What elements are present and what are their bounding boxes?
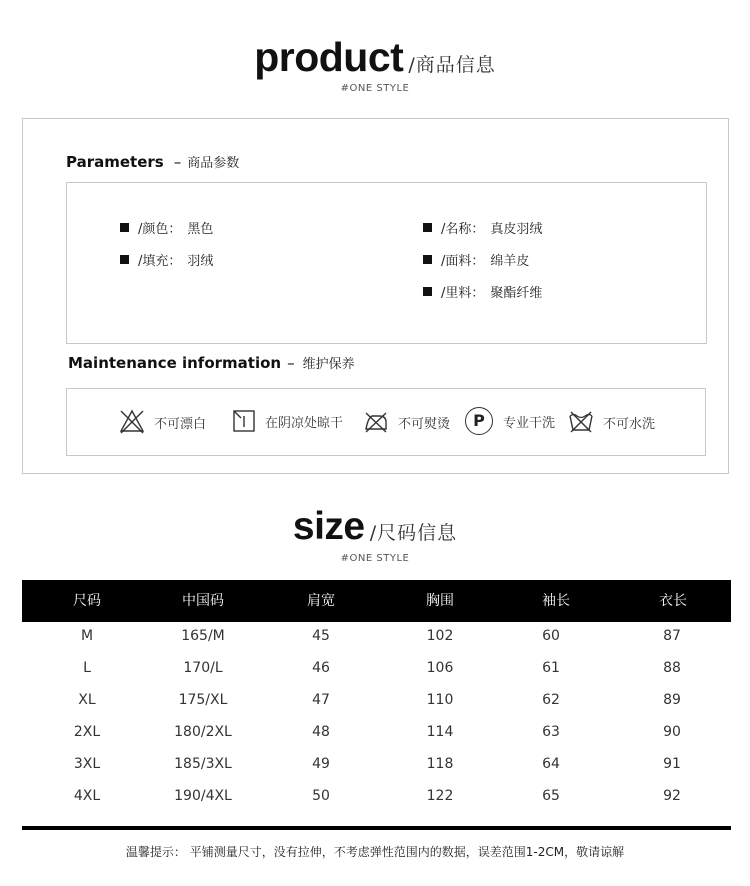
no-wash-icon: [567, 408, 595, 436]
param-label: /颜色：: [138, 222, 182, 237]
param-value: 聚酯纤维: [490, 286, 543, 301]
column-header-china-size: 中国码: [182, 593, 224, 609]
product-section-header: [0, 34, 750, 81]
maintenance-title-cn: 维护保养: [302, 357, 355, 372]
product-title: product: [254, 34, 404, 80]
param-label: /名称：: [441, 222, 485, 237]
care-item-no-iron: [362, 408, 450, 436]
size-title: size: [292, 505, 365, 548]
no-iron-icon: [362, 408, 390, 436]
table-cell: 60: [542, 628, 560, 644]
table-cell: 170/L: [183, 660, 223, 676]
care-label: 专业干洗: [503, 415, 556, 431]
table-cell: 106: [426, 660, 454, 676]
table-cell: 89: [663, 692, 681, 708]
table-cell: 63: [542, 724, 560, 740]
table-cell: M: [80, 628, 94, 644]
care-label: 在阴凉处晾干: [265, 415, 344, 431]
product-tagline: #ONE STYLE: [340, 83, 410, 94]
table-cell: 46: [312, 660, 330, 676]
param-value: 羽绒: [187, 254, 214, 269]
table-cell: 122: [426, 788, 454, 804]
table-cell: 175/XL: [178, 692, 228, 708]
table-cell: 65: [542, 788, 560, 804]
parameters-title-cn: 商品参数: [187, 156, 240, 171]
column-header-chest: 胸围: [426, 593, 454, 609]
param-item-name: [423, 218, 542, 237]
param-item-filling: [120, 250, 213, 269]
table-cell: 87: [663, 628, 681, 644]
column-header-size: 尺码: [73, 593, 101, 609]
column-header-sleeve: 袖长: [542, 593, 570, 609]
param-item-lining: [423, 282, 542, 301]
size-table-header: [22, 580, 731, 622]
table-cell: 90: [663, 724, 681, 740]
care-item-shade-dry: [231, 408, 343, 434]
table-cell: 91: [663, 756, 681, 772]
size-tagline: #ONE STYLE: [340, 553, 410, 564]
care-label: 不可漂白: [154, 416, 207, 432]
no-bleach-icon: [118, 408, 146, 436]
table-cell: 45: [312, 628, 330, 644]
column-header-length: 衣长: [659, 593, 687, 609]
product-title-cn: /商品信息: [408, 54, 496, 76]
maintenance-heading: [68, 353, 355, 372]
table-cell: XL: [78, 692, 96, 708]
param-value: 绵羊皮: [490, 254, 530, 269]
table-cell: 110: [426, 692, 454, 708]
shade-dry-icon: [231, 408, 257, 434]
table-cell: 118: [426, 756, 454, 772]
table-cell: 102: [426, 628, 454, 644]
care-item-no-wash: [567, 408, 655, 436]
size-title-cn: /尺码信息: [369, 522, 458, 544]
parameters-title: Parameters: [66, 153, 164, 171]
table-cell: 49: [312, 756, 330, 772]
param-label: /里料：: [441, 286, 485, 301]
param-value: 真皮羽绒: [490, 222, 543, 237]
bullet-square-icon: [423, 287, 432, 296]
table-cell: 190/4XL: [174, 788, 232, 804]
professional-dry-clean-icon: P: [465, 407, 493, 435]
care-label: 不可熨烫: [398, 416, 451, 432]
table-cell: 50: [312, 788, 330, 804]
bullet-square-icon: [120, 223, 129, 232]
table-bottom-rule: [22, 826, 731, 830]
table-cell: 2XL: [73, 724, 101, 740]
param-label: /面料：: [441, 254, 485, 269]
table-cell: 47: [312, 692, 330, 708]
parameters-heading: [66, 152, 239, 171]
table-cell: 114: [426, 724, 454, 740]
measurement-note: 温馨提示： 平铺测量尺寸，没有拉伸，不考虑弹性范围内的数据，误差范围1-2CM，敬请谅解: [125, 845, 625, 859]
care-label: 不可水洗: [603, 416, 656, 432]
param-item-color: [120, 218, 213, 237]
table-cell: 92: [663, 788, 681, 804]
bullet-square-icon: [423, 223, 432, 232]
table-cell: 88: [663, 660, 681, 676]
param-label: /填充：: [138, 254, 182, 269]
param-item-fabric: [423, 250, 529, 269]
table-cell: 185/3XL: [174, 756, 232, 772]
care-item-dry-clean: [465, 407, 555, 435]
table-cell: L: [83, 660, 91, 676]
table-cell: 165/M: [181, 628, 225, 644]
table-cell: 64: [542, 756, 560, 772]
table-cell: 62: [542, 692, 560, 708]
param-value: 黑色: [187, 222, 214, 237]
size-section-header: [0, 505, 750, 549]
parameters-dash: –: [173, 153, 182, 171]
maintenance-title: Maintenance information: [68, 354, 282, 372]
table-cell: 4XL: [73, 788, 101, 804]
bullet-square-icon: [120, 255, 129, 264]
table-cell: 180/2XL: [174, 724, 232, 740]
size-table-body: [22, 626, 731, 816]
care-item-no-bleach: [118, 408, 206, 436]
table-cell: 61: [542, 660, 560, 676]
maintenance-dash: –: [287, 354, 295, 372]
bullet-square-icon: [423, 255, 432, 264]
table-cell: 48: [312, 724, 330, 740]
column-header-shoulder: 肩宽: [307, 593, 335, 609]
table-cell: 3XL: [73, 756, 101, 772]
